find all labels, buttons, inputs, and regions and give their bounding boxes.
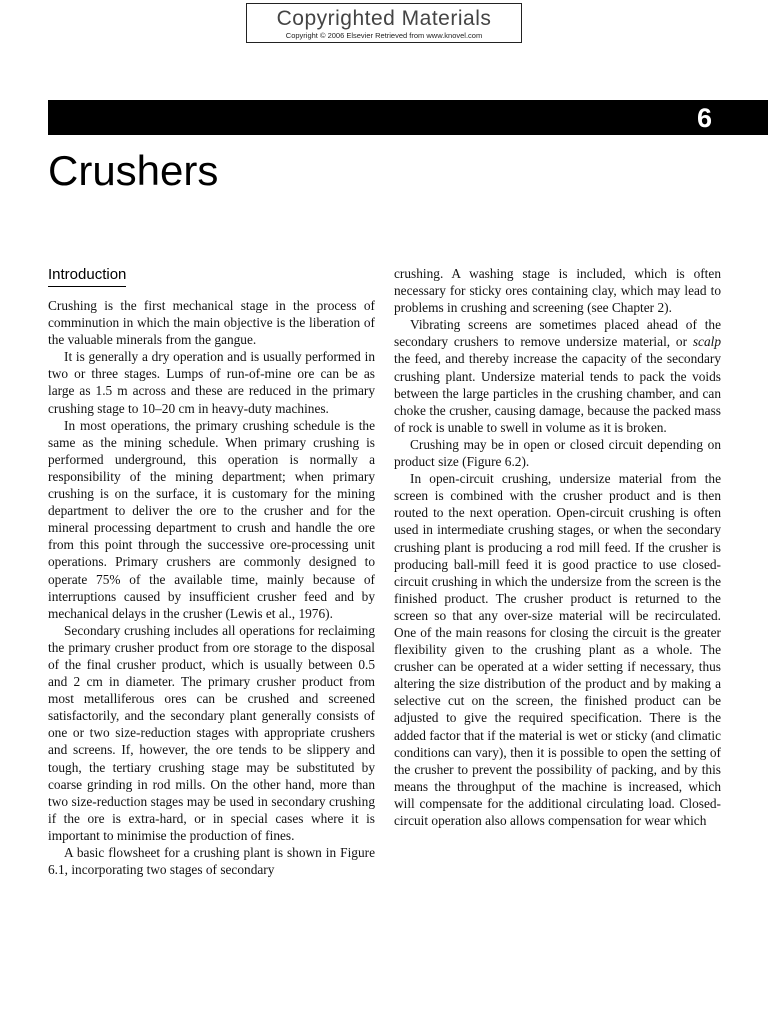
paragraph: It is generally a dry operation and is usually performed in two or three stages. Lumps of run-of-mine ore can be as large as 1.5 m across and these are reduced in the primary crushing stage to 10–20 cm in heavy-duty machines. [48, 349, 375, 416]
chapter-number: 6 [696, 103, 712, 133]
copyright-title: Copyrighted Materials [276, 7, 492, 30]
paragraph: A basic flowsheet for a crushing plant is shown in Figure 6.1, incorporating two stages of secondary [48, 845, 375, 878]
left-column [48, 265, 375, 878]
copyright-subtitle: Copyright © 2006 Elsevier Retrieved from www.knovel.com [285, 31, 483, 40]
paragraph-text: the feed, and thereby increase the capacity of the secondary crushing plant. Undersize material tends to pack the voids between the large particles in the crushing chamber, and can choke the crusher, causing damage, because the packed mass of rock is unable to swell in volume as it is broken. [394, 351, 721, 435]
paragraph: crushing. A washing stage is included, which is often necessary for sticky ores containing clay, which may lead to problems in crushing and screening (see Chapter 2). [394, 266, 721, 316]
paragraph: In most operations, the primary crushing schedule is the same as the mining schedule. When primary crushing is performed underground, this operation is normally a responsibility of the mining department; when primary crushing is on the surface, it is customary for the mining department to deliver the ore to the crusher and for the mineral processing department to crush and handle the ore from this point through the successive ore-processing unit operations. Primary crushers are commonly designed to operate 75% of the available time, mainly because of interruptions caused by insufficient crusher feed and by mechanical delays in the crusher (Lewis et al., 1976). [48, 417, 375, 621]
right-column [394, 265, 721, 829]
paragraph: Secondary crushing includes all operations for reclaiming the primary crusher product from ore storage to the disposal of the final crusher product, which is usually between 0.5 and 2 cm in diameter. The primary crusher product from most metalliferous ores can be crushed and screened satisfactorily, and the secondary plant generally consists of one or two size-reduction stages with appropriate crushers and screens. If, however, the ore tends to be slippery and tough, the tertiary crushing stage may be substituted by coarse grinding in rod mills. On the other hand, more than two size-reduction stages may be used in secondary crushing if the ore is extra-hard, or in special cases where it is important to minimise the production of fines. [48, 622, 375, 843]
paragraph: In open-circuit crushing, undersize material from the screen is combined with the crusher product and is then routed to the next operation. Open-circuit crushing is often used in intermediate crushing stages, or when the secondary crushing plant is producing a rod mill feed. If the crusher is producing ball-mill feed it is good practice to use closed-circuit crushing in which the undersize from the screen is the finished product. The crusher product is returned to the screen so that any over-size material will be recirculated. One of the main reasons for closing the circuit is the greater flexibility given to the crushing plant as a whole. The crusher can be operated at a wider setting if necessary, thus altering the size distribution of the product and by making a selective cut on the screen, the finished product can be adjusted to give the required specification. There is the added factor that if the material is wet or sticky (and climatic conditions can vary), then it is possible to open the setting of the crusher to prevent the possibility of packing, and by this means the throughput of the machine is increased, which will compensate for the additional circulating load. Closed-circuit operation also allows compensation for wear which [394, 471, 721, 828]
chapter-header-bar [48, 100, 768, 135]
chapter-title: Crushers [48, 147, 219, 194]
paragraph: Crushing may be in open or closed circuit depending on product size (Figure 6.2). [394, 436, 721, 470]
paragraph-text: Vibrating screens are sometimes placed ahead of the secondary crushers to remove undersize material, or [394, 317, 721, 350]
paragraph [394, 316, 721, 436]
paragraph: Crushing is the first mechanical stage in the process of comminution in which the main objective is the liberation of the valuable minerals from the gangue. [48, 298, 375, 348]
copyright-watermark [246, 3, 522, 43]
section-heading: Introduction [48, 265, 126, 287]
italic-term: scalp [692, 334, 721, 350]
